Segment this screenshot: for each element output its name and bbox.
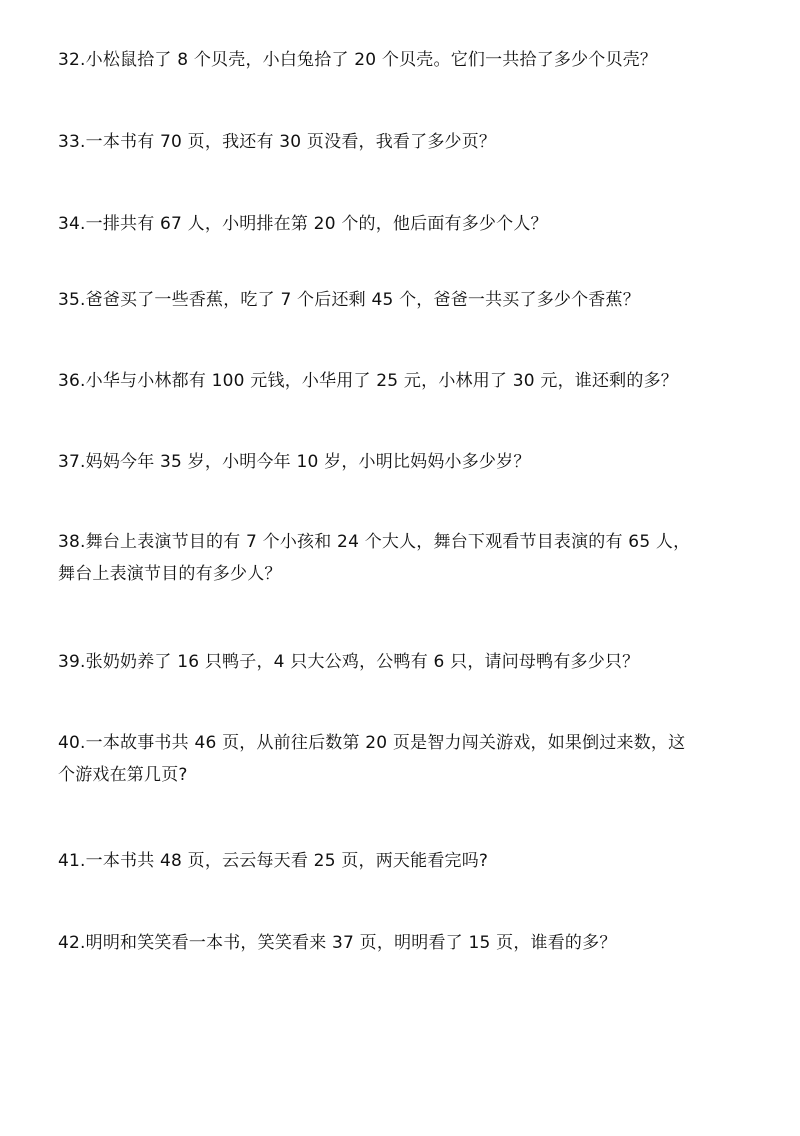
question-35 [58,284,748,316]
question-39-line-1: 39.张奶奶养了 16 只鸭子，4 只大公鸡，公鸭有 6 只，请问母鸭有多少只？ [58,652,640,672]
question-38-line-1: 38.舞台上表演节目的有 7 个小孩和 24 个大人，舞台下观看节目表演的有 65 人， [58,532,691,552]
question-36 [58,365,748,397]
question-33-line-1: 33.一本书有 70 页，我还有 30 页没看，我看了多少页？ [58,132,497,152]
question-32-line-1: 32.小松鼠拾了 8 个贝壳，小白兔拾了 20 个贝壳。它们一共拾了多少个贝壳？ [58,50,658,70]
question-38-line-2: 舞台上表演节目的有多少人？ [58,564,282,584]
question-38 [58,526,748,590]
question-41-line-1: 41.一本书共 48 页，云云每天看 25 页，两天能看完吗? [58,851,489,871]
question-39 [58,646,748,678]
question-35-line-1: 35.爸爸买了一些香蕉，吃了 7 个后还剩 45 个，爸爸一共买了多少个香蕉？ [58,290,640,310]
question-42 [58,927,748,959]
question-34 [58,208,748,240]
question-42-line-1: 42.明明和笑笑看一本书，笑笑看来 37 页，明明看了 15 页，谁看的多？ [58,933,617,953]
question-40-line-2: 个游戏在第几页? [58,765,188,785]
question-41 [58,845,748,877]
question-33 [58,126,748,158]
question-34-line-1: 34.一排共有 67 人，小明排在第 20 个的，他后面有多少个人？ [58,214,548,234]
question-36-line-1: 36.小华与小林都有 100 元钱，小华用了 25 元，小林用了 30 元，谁还剩的多？ [58,371,678,391]
question-32 [58,44,748,76]
question-37 [58,446,748,478]
question-40 [58,727,748,791]
question-40-line-1: 40.一本故事书共 46 页，从前往后数第 20 页是智力闯关游戏，如果倒过来数，这 [58,733,686,753]
question-37-line-1: 37.妈妈今年 35 岁，小明今年 10 岁，小明比妈妈小多少岁？ [58,452,531,472]
